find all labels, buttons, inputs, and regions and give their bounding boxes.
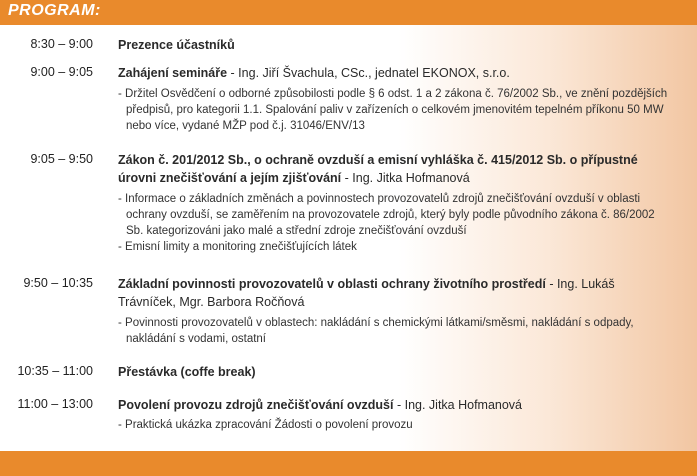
program-header-bar xyxy=(0,0,697,25)
program-detail-item: - Informace o základních změnách a povinnostech provozovatelů zdrojů znečišťování ovzduší v oblasti ochrany ovzduší, se zaměřením na provozovatele zdrojů, který byly podle původního zákona č. 86/2002 Sb. kategorizováni jako malé a střední zdroje znečišťování ovzduší xyxy=(118,193,655,237)
program-title: Základní povinnosti provozovatelů v oblasti ochrany životního prostředí xyxy=(118,277,546,291)
program-title-line xyxy=(118,64,688,82)
program-title-line xyxy=(118,396,688,414)
program-detail-item: - Povinnosti provozovatelů v oblastech: nakládání s chemickými látkami/směsmi, nakládání s odpady, nakládání s vodami, ostatní xyxy=(118,317,634,345)
time-column xyxy=(0,25,100,451)
program-heading: PROGRAM: xyxy=(8,2,101,19)
footer-bar xyxy=(0,451,697,476)
program-time: 10:35 – 11:00 xyxy=(17,364,93,378)
program-detail-item: - Držitel Osvědčení o odborné způsobilosti podle § 6 odst. 1 a 2 zákona č. 76/2002 Sb., ve znění pozdějších předpisů, pro kategorii 1.1. Spalování paliv v zařízeních o celkovém jmenovitém tepelném příkonu 50 MW nebo více, vydané MŽP pod č.j. 31046/ENV/13 xyxy=(118,88,668,132)
program-title: Prezence účastníků xyxy=(118,38,235,52)
program-details xyxy=(118,315,653,347)
program-time: 8:30 – 9:00 xyxy=(30,37,93,51)
program-time: 11:00 – 13:00 xyxy=(17,397,93,411)
program-title-line xyxy=(118,275,658,311)
program-title: Zahájení semináře xyxy=(118,66,228,80)
program-title: Přestávka (coffe break) xyxy=(118,365,256,379)
program-details xyxy=(118,191,663,255)
program-detail-item: - Praktická ukázka zpracování Žádosti o povolení provozu xyxy=(118,419,413,431)
program-title: Zákon č. 201/2012 Sb., o ochraně ovzduší a emisní vyhláška č. 415/2012 Sb. o přípustné úrovni znečišťování a jejím zjišťování xyxy=(118,153,638,185)
program-title: Povolení provozu zdrojů znečišťování ovzduší xyxy=(118,398,394,412)
program-speakers: - Ing. Lukáš Trávníček, Mgr. Barbora Ročňová xyxy=(118,277,615,309)
program-details xyxy=(118,86,673,134)
program-time: 9:50 – 10:35 xyxy=(23,276,93,290)
program-title-line xyxy=(118,363,688,381)
program-time: 9:05 – 9:50 xyxy=(30,152,93,166)
program-title-line xyxy=(118,36,688,54)
program-detail-item: - Emisní limity a monitoring znečišťujících látek xyxy=(118,241,357,253)
program-title-line xyxy=(118,151,638,187)
program-speakers: - Ing. Jitka Hofmanová xyxy=(341,171,470,185)
program-details xyxy=(118,417,678,433)
program-speakers: - Ing. Jiří Švachula, CSc., jednatel EKONOX, s.r.o. xyxy=(227,66,510,80)
program-time: 9:00 – 9:05 xyxy=(30,65,93,79)
program-speakers: - Ing. Jitka Hofmanová xyxy=(393,398,523,412)
